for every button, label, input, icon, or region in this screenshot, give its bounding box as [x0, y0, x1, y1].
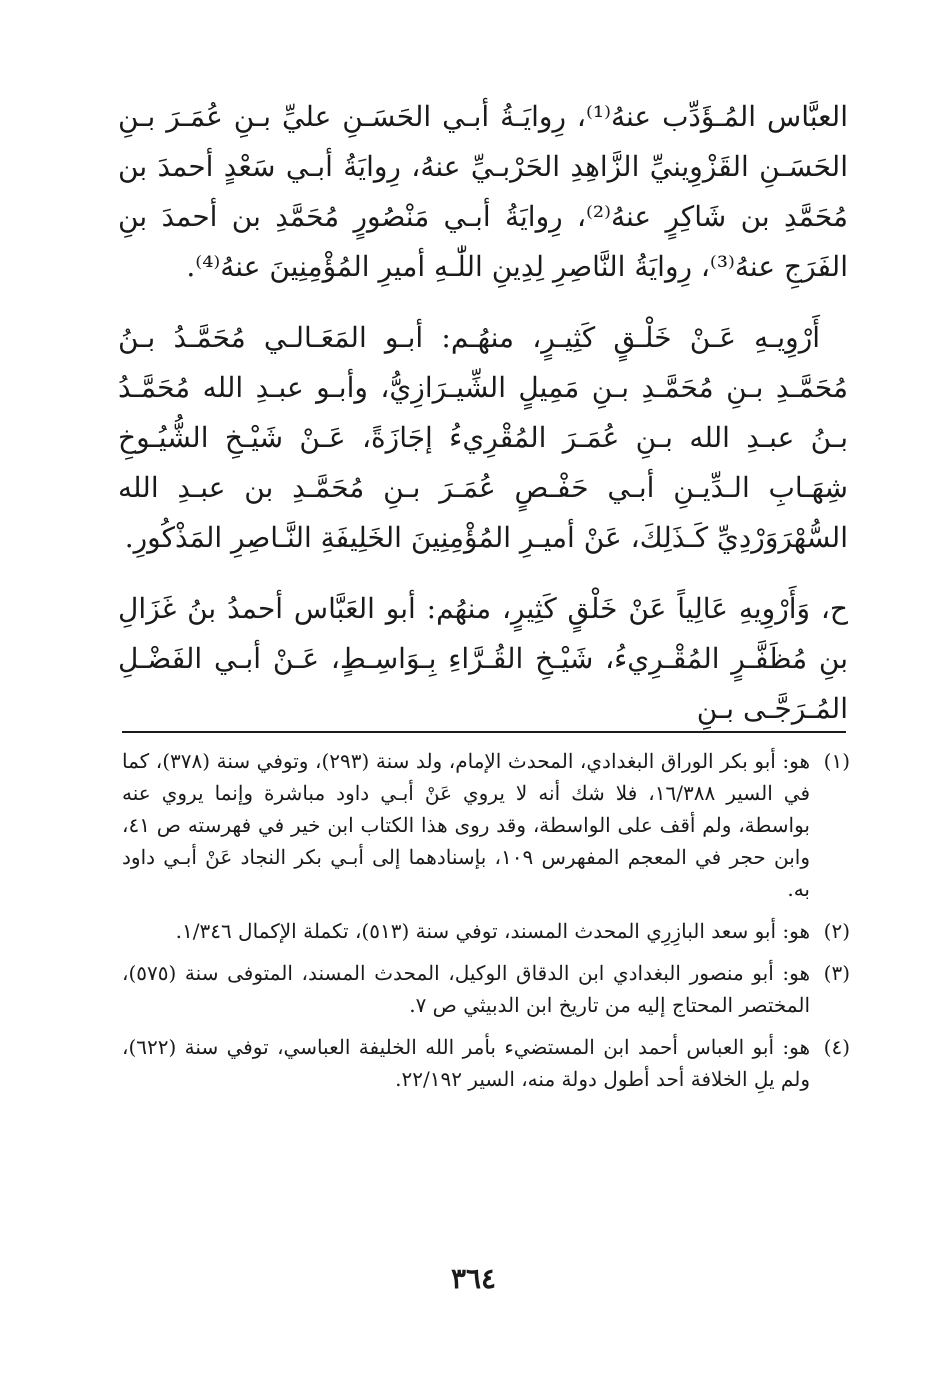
footnote-text: هو: أبو سعد البازِرِي المحدث المسند، توفي سنة (٥١٣)، تكملة الإكمال ١/٣٤٦. — [175, 919, 810, 943]
footnotes — [122, 745, 850, 1105]
footnote-number: (١) — [823, 749, 850, 773]
footnote-1 — [122, 745, 850, 905]
page-number: ٣٦٤ — [450, 1262, 497, 1295]
paragraph-3: ح، وَأَرْوِيهِ عَالِياً عَنْ خَلْقٍ كَثِيرٍ، منهُم: أبو العَبَّاس أحمدُ بنُ غَزَالِ بنِ مُظَفَّـرٍ المُقْـرِيءُ، شَيْـخِ القُـرَّاءِ بِـوَاسِـطٍ، عَـنْ أبـي الفَضْـلِ المُـرَجَّـى بـنِ — [118, 592, 848, 725]
footnote-number: (٣) — [823, 961, 850, 985]
footnote-number: (٤) — [823, 1035, 850, 1059]
footnote-number: (٢) — [823, 919, 850, 943]
footnote-2 — [122, 915, 850, 947]
footnote-4 — [122, 1031, 850, 1095]
paragraph-1: العبَّاس المُـؤَدِّب عنهُ⁽¹⁾، رِوايَـةُ أبـي الحَسَـنِ عليِّ بـنِ عُمَـرَ بـنِ الحَسَـنِ القَزْوِينيِّ الزَّاهِدِ الحَرْبـيِّ عنهُ، رِوايَةُ أبـي سَعْدٍ أحمدَ بن مُحَمَّدِ بن شَاكِرٍ عنهُ⁽²⁾، رِوايَةُ أبـي مَنْصُورٍ مُحَمَّدِ بن أحمدَ بنِ الفَرَجِ عنهُ⁽³⁾، رِوايَةُ النَّاصِرِ لِدِينِ اللّٰـهِ أميرِ المُؤْمِنِينَ عنهُ⁽⁴⁾. — [118, 100, 848, 283]
footnote-divider — [122, 731, 846, 733]
paragraph-2: أَرْوِيـهِ عَـنْ خَلْـقٍ كَثِيـرٍ، منهُـم: أبـو المَعَـالـي مُحَمَّـدُ بـنُ مُحَمَّـدِ بـنِ مُحَمَّـدِ بـنِ مَمِيلٍ الشِّيـرَازِيُّ، وأبـو عبـدِ الله مُحَمَّـدُ بـنُ عبـدِ الله بـنِ عُمَـرَ المُقْرِيءُ إجَازَةً، عَـنْ شَيْـخِ الشُّيُـوخِ شِهَـابِ الـدِّيـنِ أبـي حَفْـصٍ عُمَـرَ بـنِ مُحَمَّـدِ بن عبـدِ الله السُّهْرَوَرْدِيِّ كَـذَلِكَ، عَنْ أميـرِ المُؤْمِنِينَ الخَلِيفَةِ النَّـاصِرِ المَذْكُورِ. — [118, 321, 848, 554]
footnote-3 — [122, 957, 850, 1021]
footnote-text: هو: أبو بكر الوراق البغدادي، المحدث الإمام، ولد سنة (٢٩٣)، وتوفي سنة (٣٧٨)، كما في السير ١٦/٣٨٨، فلا شك أنه لا يروي عَنْ أبـي داود مباشرة وإنما يروي عنه بواسطة، ولم أقف على الواسطة، وقد روى هذا الكتاب ابن خير في فهرسته ص ٤١، وابن حجر في المعجم المفهرس ١٠٩، بإسنادهما إلى أبـي بكر النجاد عَنْ أبـي داود به. — [122, 749, 811, 901]
footnote-text: هو: أبو منصور البغدادي ابن الدقاق الوكيل، المحدث المسند، المتوفى سنة (٥٧٥)، المختصر المحتاج إليه من تاريخ ابن الدبيثي ص ٧. — [122, 961, 810, 1017]
main-text — [118, 92, 848, 755]
footnote-text: هو: أبو العباس أحمد ابن المستضيء بأمر الله الخليفة العباسي، توفي سنة (٦٢٢)، ولم يلِ الخلافة أحد أطول دولة منه، السير ٢٢/١٩٢. — [122, 1035, 810, 1091]
